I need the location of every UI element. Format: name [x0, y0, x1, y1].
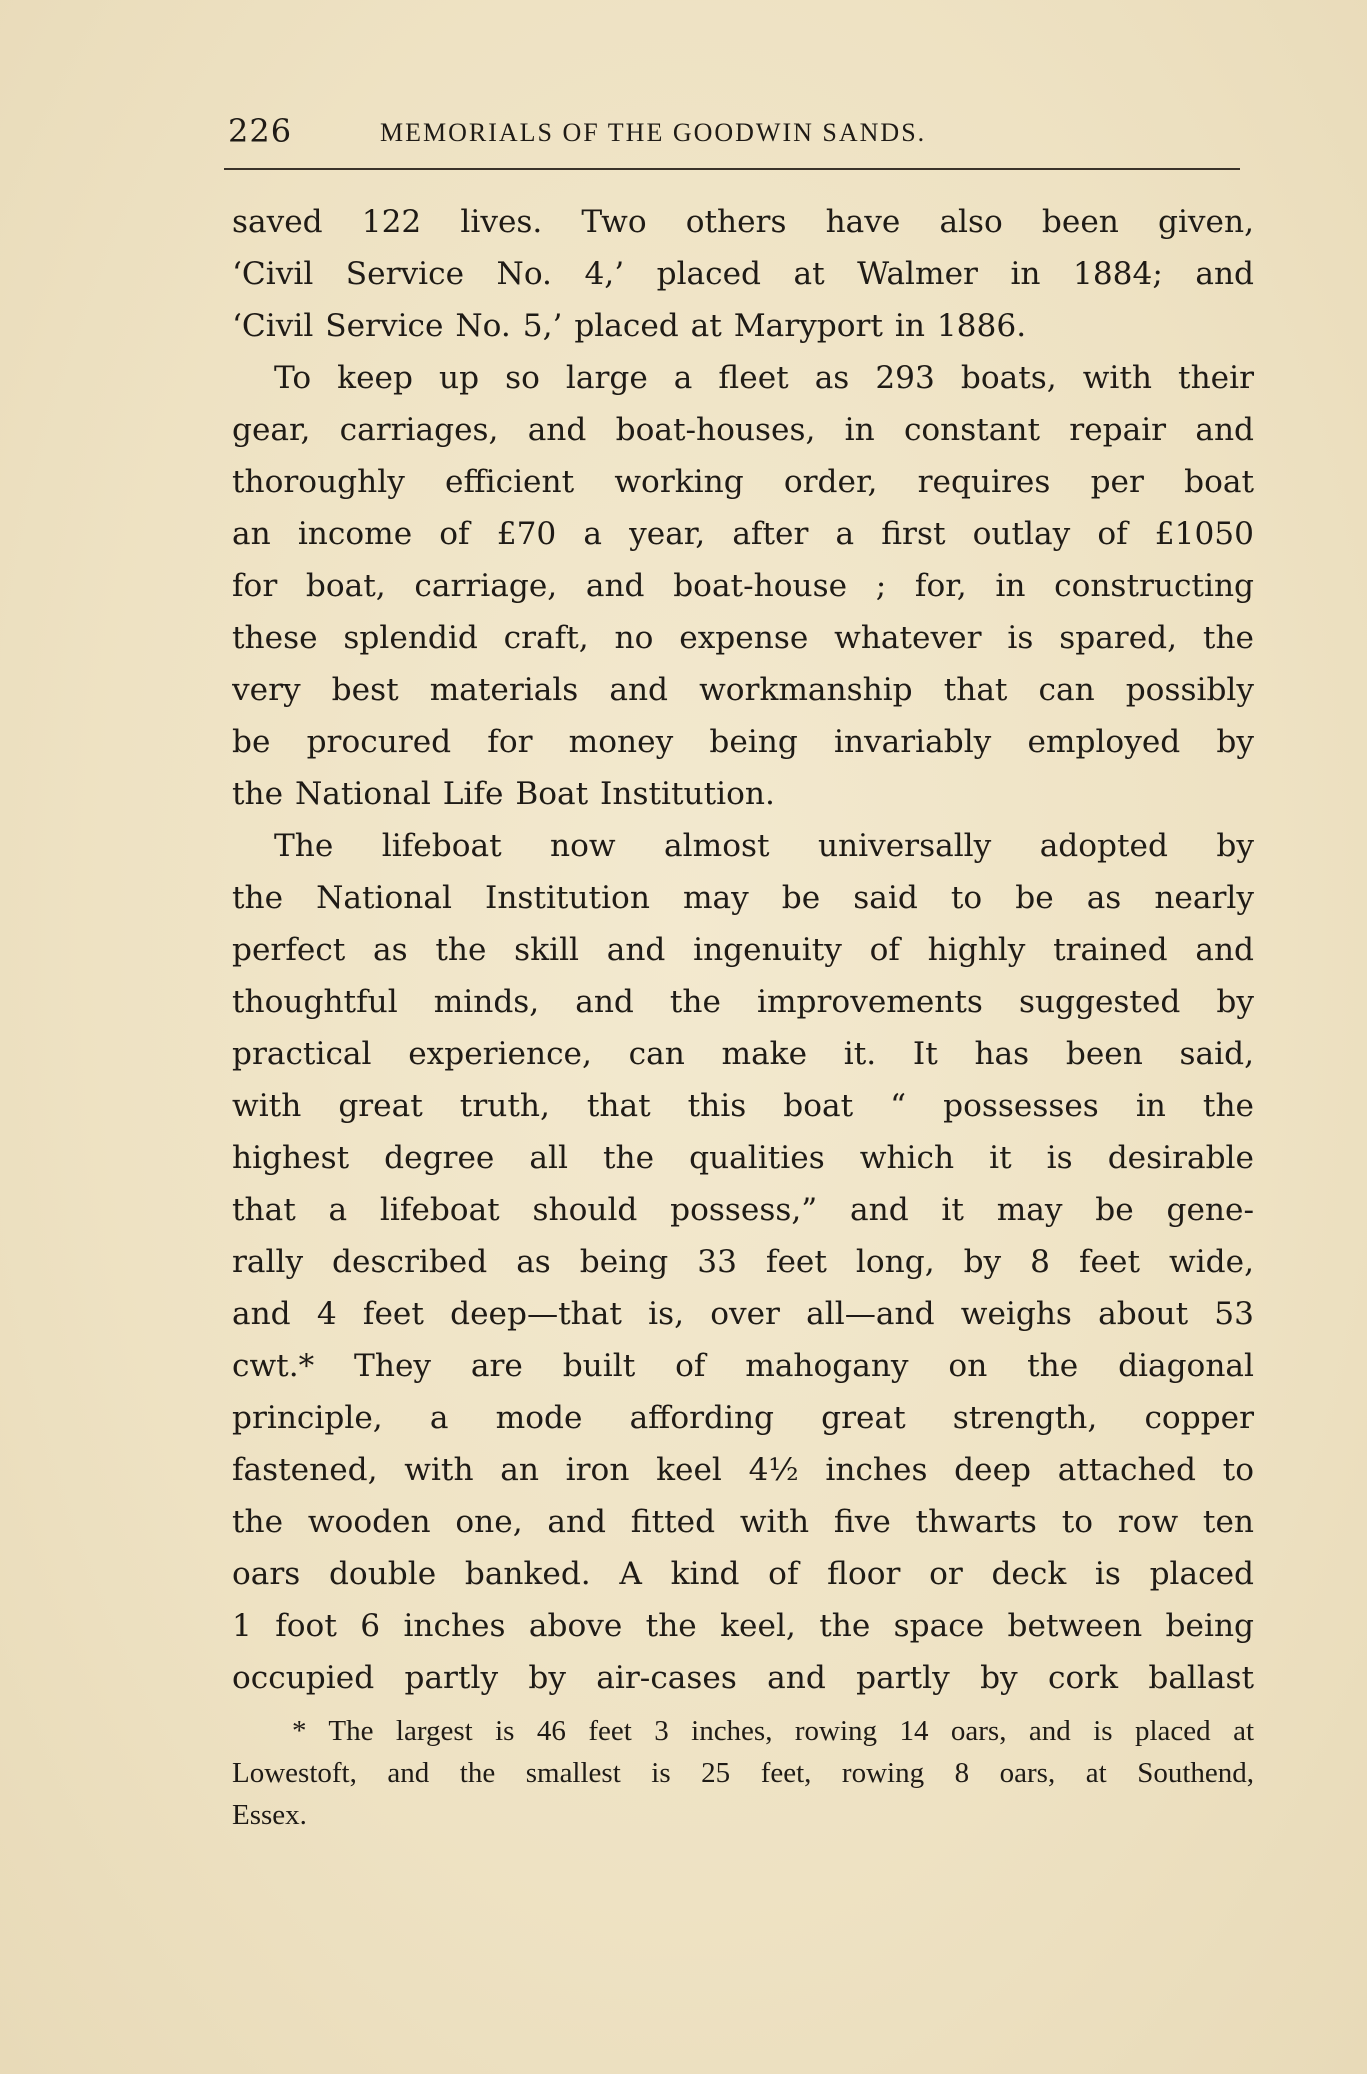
footnote-line: Lowestoft, and the smallest is 25 feet, rowing 8 oars, at Southend, — [232, 1757, 1254, 1789]
text-line: 1 foot 6 inches above the keel, the space between being — [232, 1608, 1254, 1644]
text-line: these splendid craft, no expense whatever is spared, the — [232, 620, 1254, 656]
text-line: that a lifeboat should possess,” and it may be gene- — [232, 1192, 1254, 1228]
body-text — [232, 196, 1254, 1704]
text-line: occupied partly by air-cases and partly by cork ballast — [232, 1660, 1254, 1696]
footnote-line: Essex. — [232, 1799, 307, 1831]
text-line: the National Life Boat Institution. — [232, 776, 775, 812]
running-head: MEMORIALS OF THE GOODWIN SANDS. — [380, 118, 927, 147]
text-line: and 4 feet deep—that is, over all—and weighs about 53 — [232, 1296, 1254, 1332]
text-line: To keep up so large a fleet as 293 boats, with their — [274, 360, 1254, 396]
text-line: gear, carriages, and boat-houses, in constant repair and — [232, 412, 1254, 448]
text-line: The lifeboat now almost universally adopted by — [274, 828, 1254, 864]
text-line: ‘Civil Service No. 4,’ placed at Walmer in 1884; and — [232, 256, 1254, 292]
text-line: thoroughly efficient working order, requires per boat — [232, 464, 1254, 500]
text-line: with great truth, that this boat “ possesses in the — [232, 1088, 1254, 1124]
text-line: an income of £70 a year, after a first outlay of £1050 — [232, 516, 1254, 552]
text-line: highest degree all the qualities which it is desirable — [232, 1140, 1254, 1176]
text-line: oars double banked. A kind of floor or deck is placed — [232, 1556, 1254, 1592]
text-line: be procured for money being invariably employed by — [232, 724, 1254, 760]
text-line: ‘Civil Service No. 5,’ placed at Maryport in 1886. — [232, 308, 1027, 344]
text-line: thoughtful minds, and the improvements suggested by — [232, 984, 1254, 1020]
text-line: very best materials and workmanship that can possibly — [232, 672, 1254, 708]
text-line: fastened, with an iron keel 4½ inches deep attached to — [232, 1452, 1254, 1488]
page-header — [228, 112, 1240, 158]
text-line: practical experience, can make it. It has been said, — [232, 1036, 1254, 1072]
text-line: the wooden one, and fitted with five thwarts to row ten — [232, 1504, 1254, 1540]
footnote-line: * The largest is 46 feet 3 inches, rowing 14 oars, and is placed at — [292, 1715, 1254, 1747]
text-line: principle, a mode affording great strength, copper — [232, 1400, 1254, 1436]
text-line: perfect as the skill and ingenuity of highly trained and — [232, 932, 1254, 968]
footnote — [232, 1710, 1254, 1836]
header-rule — [224, 168, 1240, 170]
text-line: cwt.* They are built of mahogany on the diagonal — [232, 1348, 1254, 1384]
text-line: saved 122 lives. Two others have also been given, — [232, 204, 1254, 240]
page-number: 226 — [228, 112, 293, 150]
text-line: the National Institution may be said to be as nearly — [232, 880, 1254, 916]
text-line: rally described as being 33 feet long, by 8 feet wide, — [232, 1244, 1254, 1280]
text-line: for boat, carriage, and boat-house ; for, in constructing — [232, 568, 1254, 604]
